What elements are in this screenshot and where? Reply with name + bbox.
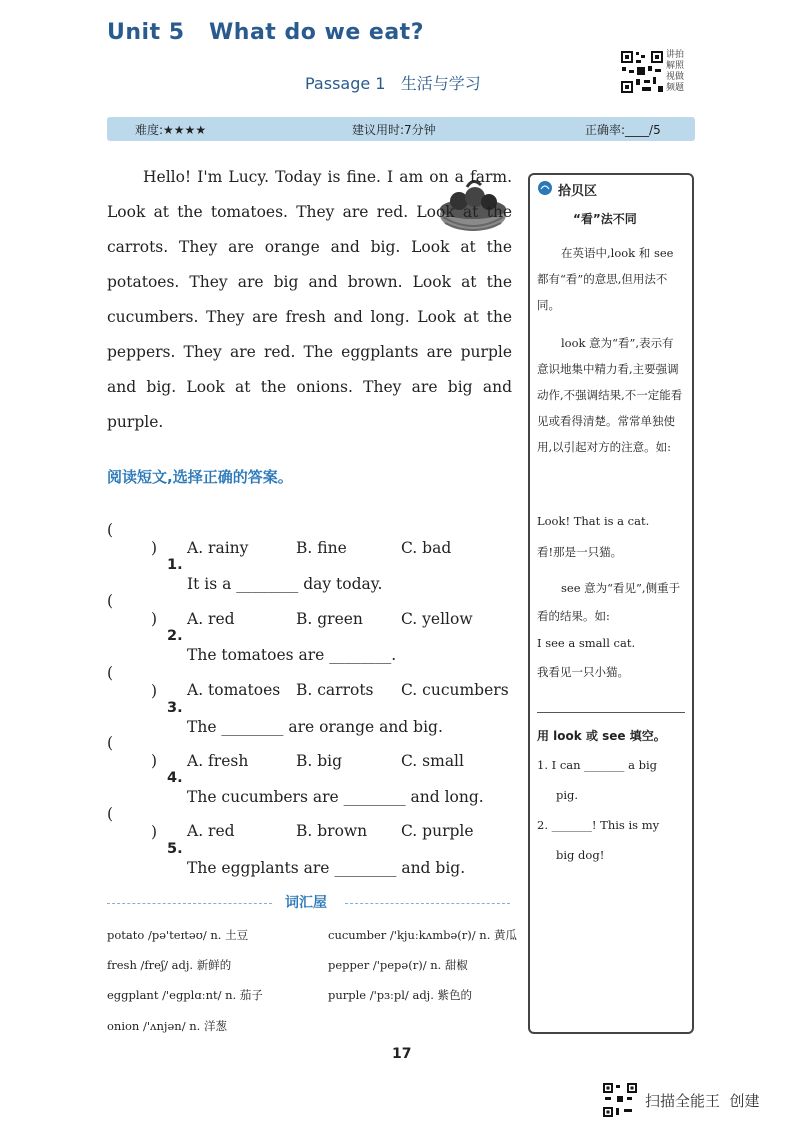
- sidebar-divider: [537, 712, 685, 713]
- sidebar-para-2: look 意为“看”,表示有意识地集中精力看,主要强调动作,不强调结果,不一定能看见或看得清楚。常常单独使用,以引起对方的注意。如:: [537, 336, 683, 454]
- option-a[interactable]: A. red: [187, 822, 235, 840]
- question-number: 3.: [167, 700, 183, 716]
- sidebar-exercise-title: 用 look 或 see 填空。: [537, 729, 666, 743]
- vocab-title: 词汇屋: [285, 895, 327, 911]
- option-a[interactable]: A. fresh: [187, 752, 249, 770]
- passage-paragraph: Hello! I'm Lucy. Today is fine. I am on a farm. Look at the tomatoes. They are red. Look at the carrots. They are orange and big. Look at the potatoes. They are big and brown. Look at the cucumbers. They are fresh and long. Look at the peppers. They are red. The eggplants are purple and big. Look at the onions. They are big and purple.: [107, 168, 512, 431]
- option-c[interactable]: C. purple: [401, 822, 474, 840]
- shell-icon: [537, 180, 553, 196]
- passage-title: Passage 1 生活与学习: [305, 74, 481, 93]
- question-number: 5.: [167, 841, 183, 857]
- option-c[interactable]: C. cucumbers: [401, 681, 509, 699]
- answer-paren-left[interactable]: (: [107, 734, 114, 752]
- option-c[interactable]: C. small: [401, 752, 464, 770]
- answer-paren-left[interactable]: (: [107, 805, 114, 823]
- option-c[interactable]: C. bad: [401, 539, 452, 557]
- vocab-item: pepper /'pepə(r)/ n. 甜椒: [328, 958, 468, 972]
- answer-paren-right: ): [151, 752, 158, 770]
- answer-paren-right: ): [151, 610, 158, 628]
- sidebar-subtitle: “看”法不同: [573, 212, 637, 226]
- option-b[interactable]: B. green: [296, 610, 363, 628]
- option-b[interactable]: B. brown: [296, 822, 368, 840]
- answer-paren-right: ): [151, 823, 158, 841]
- sidebar-exercise-1[interactable]: 1. I can _______ a big: [537, 758, 658, 772]
- answer-paren-left[interactable]: (: [107, 664, 114, 682]
- vocab-item: onion /'ʌnjən/ n. 洋葱: [107, 1019, 227, 1033]
- qr-label: 讲拍解照视做频题: [666, 50, 685, 93]
- unit-title: Unit 5 What do we eat?: [107, 20, 424, 45]
- vocab-divider-right: [345, 903, 510, 905]
- question-text: The tomatoes are ________.: [187, 646, 397, 664]
- question-number: 2.: [167, 628, 183, 644]
- qr-code-icon[interactable]: [620, 50, 664, 94]
- question-number: 1.: [167, 557, 183, 573]
- question-text: It is a ________ day today.: [187, 575, 383, 593]
- sidebar-para-1: 在英语中,look 和 see 都有“看”的意思,但用法不同。: [537, 246, 674, 312]
- option-b[interactable]: B. big: [296, 752, 343, 770]
- sidebar-example-en: I see a small cat.: [537, 636, 636, 650]
- option-a[interactable]: A. rainy: [187, 539, 249, 557]
- info-bar: [107, 117, 695, 141]
- sidebar-exercise-1-cont: pig.: [556, 788, 579, 802]
- scanner-footer: 扫描全能王 创建: [645, 1092, 760, 1110]
- option-c[interactable]: C. yellow: [401, 610, 473, 628]
- answer-paren-left[interactable]: (: [107, 592, 114, 610]
- section-title: 阅读短文,选择正确的答案。: [107, 468, 293, 486]
- question-text: The cucumbers are ________ and long.: [187, 788, 484, 806]
- page-number: 17: [392, 1046, 412, 1062]
- vocab-divider-left: [107, 903, 272, 905]
- question-number: 4.: [167, 770, 183, 786]
- question-text: The eggplants are ________ and big.: [187, 859, 466, 877]
- option-a[interactable]: A. tomatoes: [187, 681, 281, 699]
- accuracy-label: 正确率:____/5: [585, 123, 661, 137]
- sidebar-example-cn: 看!那是一只猫。: [537, 545, 623, 559]
- vocab-item: purple /'pɜːpl/ adj. 紫色的: [328, 988, 473, 1002]
- vocab-item: potato /pə'teɪtəʊ/ n. 土豆: [107, 928, 249, 942]
- suggested-time-label: 建议用时:7分钟: [352, 123, 436, 137]
- sidebar-title: 拾贝区: [558, 184, 598, 199]
- answer-paren-right: ): [151, 682, 158, 700]
- vocab-item: eggplant /'egplɑːnt/ n. 茄子: [107, 988, 263, 1002]
- option-b[interactable]: B. fine: [296, 539, 347, 557]
- answer-paren-right: ): [151, 539, 158, 557]
- reading-passage: [107, 160, 512, 440]
- footer-qr-icon: [602, 1082, 638, 1118]
- vocab-item: cucumber /'kjuːkʌmbə(r)/ n. 黄瓜: [328, 928, 518, 942]
- difficulty-label: 难度:★★★★: [135, 123, 207, 137]
- sidebar-exercise-2-cont: big dog!: [556, 848, 605, 862]
- question-text: The ________ are orange and big.: [187, 718, 443, 736]
- sidebar-exercise-2[interactable]: 2. _______! This is my: [537, 818, 660, 832]
- option-a[interactable]: A. red: [187, 610, 235, 628]
- sidebar-para-3: see 意为“看见”,侧重于看的结果。如:: [537, 581, 681, 623]
- sidebar-example-en: Look! That is a cat.: [537, 514, 650, 528]
- vocab-item: fresh /freʃ/ adj. 新鲜的: [107, 958, 232, 972]
- option-b[interactable]: B. carrots: [296, 681, 374, 699]
- sidebar-example-cn: 我看见一只小猫。: [537, 665, 629, 679]
- answer-paren-left[interactable]: (: [107, 521, 114, 539]
